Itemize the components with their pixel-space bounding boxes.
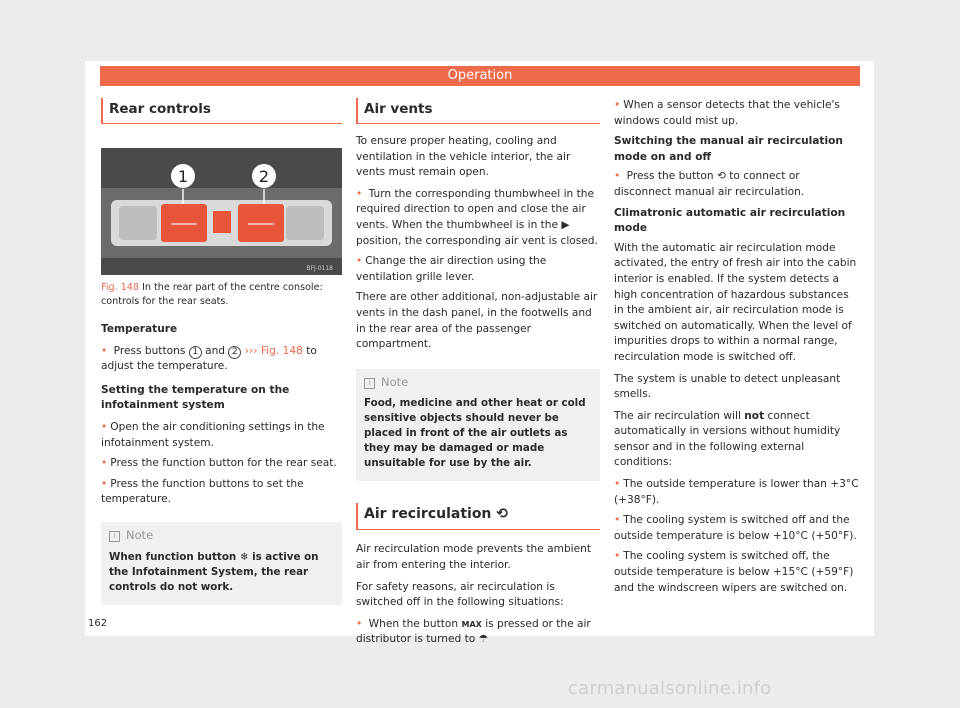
infotainment-bullet-1 xyxy=(101,420,342,451)
condition-bullet-3 xyxy=(614,549,859,596)
note-body: Food, medicine and other heat or cold sensitive objects should never be placed in front of the air outlets as they may be damaged or made unsuitable for use by the air. xyxy=(364,397,586,470)
bullet-dot: • xyxy=(614,478,621,491)
note-title: Note xyxy=(381,374,409,389)
text: Press the button xyxy=(626,170,714,183)
button-1-marker: 1 xyxy=(189,346,202,359)
note-box-vents xyxy=(356,369,600,482)
bullet-dot: • xyxy=(101,477,108,490)
heading-rear-controls: Rear controls xyxy=(101,98,342,124)
column-air-vents xyxy=(356,98,600,653)
column-recirculation xyxy=(614,98,859,601)
text: Press the function buttons to set the temperature. xyxy=(101,477,304,506)
note-title: Note xyxy=(126,527,154,542)
sensor-bullet xyxy=(614,98,859,129)
figure-caption-text: In the rear part of the centre console: controls for the rear seats. xyxy=(101,282,323,307)
condition-bullet-1 xyxy=(614,477,859,508)
note-box-rear xyxy=(101,522,342,605)
bullet-dot: • xyxy=(614,550,621,563)
manual-recirc-heading: Switching the manual air recirculation mode on and off xyxy=(614,135,843,163)
recirculation-icon: ⟲ xyxy=(716,170,726,183)
text: When the button xyxy=(368,617,459,630)
auto-recirc-heading: Climatronic automatic air recirculation mode xyxy=(614,206,846,235)
button-2-marker: 2 xyxy=(228,346,241,359)
text: connect automatically in versions without humidity sensor and in the following external conditions: xyxy=(614,409,841,469)
text: and xyxy=(205,344,226,357)
recirc-bullet xyxy=(356,617,600,648)
bullet-dot: • xyxy=(101,344,108,357)
infotainment-bullet-2 xyxy=(101,456,342,472)
vents-bullet-2 xyxy=(356,254,600,285)
text: to adjust the temperature. xyxy=(101,344,317,373)
text: The outside temperature is lower than +3°C (+38°F). xyxy=(614,478,859,506)
text: The air recirculation will xyxy=(614,409,741,422)
figure-code: BFJ-0118 xyxy=(306,265,333,272)
vents-para-2: There are other additional, non-adjustable air vents in the dash panel, in the footwells and in the rear area of the passenger compartment. xyxy=(356,291,598,351)
figure-caption xyxy=(101,281,342,308)
auto-recirc-para-2: The system is unable to detect unpleasant smells. xyxy=(614,372,841,401)
note-body xyxy=(109,550,334,595)
callout-2-label: 2 xyxy=(258,167,270,186)
note-header xyxy=(109,528,334,544)
condition-bullet-2 xyxy=(614,513,859,544)
temperature-bullet xyxy=(101,344,342,375)
heading-air-vents: Air vents xyxy=(356,98,600,124)
text: Press buttons xyxy=(113,344,186,357)
heading-text: Air recirculation xyxy=(364,506,492,523)
bullet-dot: • xyxy=(356,187,363,200)
figure-link[interactable]: ››› Fig. 148 xyxy=(244,344,303,357)
text: When function button xyxy=(109,550,237,563)
windscreen-defrost-icon: ☂ xyxy=(478,633,489,646)
text: Change the air direction using the ventilation grille lever. xyxy=(356,255,547,283)
recirc-para-2: For safety reasons, air recirculation is switched off in the following situations: xyxy=(356,580,564,609)
callout-1-label: 1 xyxy=(177,167,189,186)
page-number: 162 xyxy=(88,618,108,629)
bullet-dot: • xyxy=(101,420,108,433)
text: is active on the Infotainment System, the rear controls do not work. xyxy=(109,550,319,593)
text: is pressed or the air distributor is turned to xyxy=(356,617,591,646)
bullet-dot: • xyxy=(356,255,363,268)
text: position, the corresponding air vent is closed. xyxy=(356,234,598,247)
text: The cooling system is switched off, the outside temperature is below +15°C (+59°F) and the windscreen wipers are switched on. xyxy=(614,550,854,594)
auto-recirc-para-1: With the automatic air recirculation mode activated, the entry of fresh air into the cabin interior is enabled. If the system detects a high concentration of hazardous substances in the ambient air, air recirculation mode is switched on automatically. When the level of impurities drops to within a normal range, recirculation mode is switched off. xyxy=(614,241,857,363)
bullet-dot: • xyxy=(356,617,363,630)
recirc-para-1: Air recirculation mode prevents the ambient air from entering the interior. xyxy=(356,543,592,571)
infotainment-heading: Setting the temperature on the infotainment system xyxy=(101,383,290,412)
text: Press the function button for the rear seat. xyxy=(110,457,337,470)
bullet-dot: • xyxy=(101,457,108,470)
recirculation-icon: ⟲ xyxy=(496,506,509,523)
note-header xyxy=(364,375,592,391)
text: The cooling system is switched off and the outside temperature is below +10°C (+50°F). xyxy=(614,514,857,542)
temperature-heading: Temperature xyxy=(101,323,178,335)
column-rear-controls xyxy=(101,98,342,615)
bullet-dot: • xyxy=(614,514,621,527)
watermark: carmanualsonline.info xyxy=(568,678,772,699)
bullet-dot: • xyxy=(614,99,621,111)
text: Open the air conditioning settings in the infotainment system. xyxy=(101,420,325,449)
text: to connect or disconnect manual air recirculation. xyxy=(614,170,805,198)
info-icon: i xyxy=(109,531,120,542)
vents-bullet-1 xyxy=(356,187,600,249)
figure-label: Fig. 148 xyxy=(101,282,139,293)
text: not xyxy=(744,409,765,422)
rear-ac-icon: ❄ xyxy=(239,550,249,563)
infotainment-bullet-3 xyxy=(101,477,342,508)
rear-console-illustration xyxy=(101,148,342,275)
manual-recirc-bullet xyxy=(614,169,859,200)
text: Turn the corresponding thumbwheel in the required direction to open and close the air vents. When the thumbwheel is in the xyxy=(356,187,594,231)
max-defrost-icon: MAX xyxy=(461,619,482,629)
heading-air-recirculation xyxy=(356,503,600,530)
text: When a sensor detects that the vehicle's windows could mist up. xyxy=(614,99,840,127)
info-icon: i xyxy=(364,378,375,389)
vents-intro: To ensure proper heating, cooling and ventilation in the vehicle interior, the air vents must remain open. xyxy=(356,135,571,179)
section-header: Operation xyxy=(100,66,860,86)
bullet-dot: • xyxy=(614,170,621,183)
auto-recirc-para-3 xyxy=(614,409,859,471)
figure-rear-console-photo xyxy=(101,148,342,275)
closed-position-icon: ▶ xyxy=(561,218,570,231)
